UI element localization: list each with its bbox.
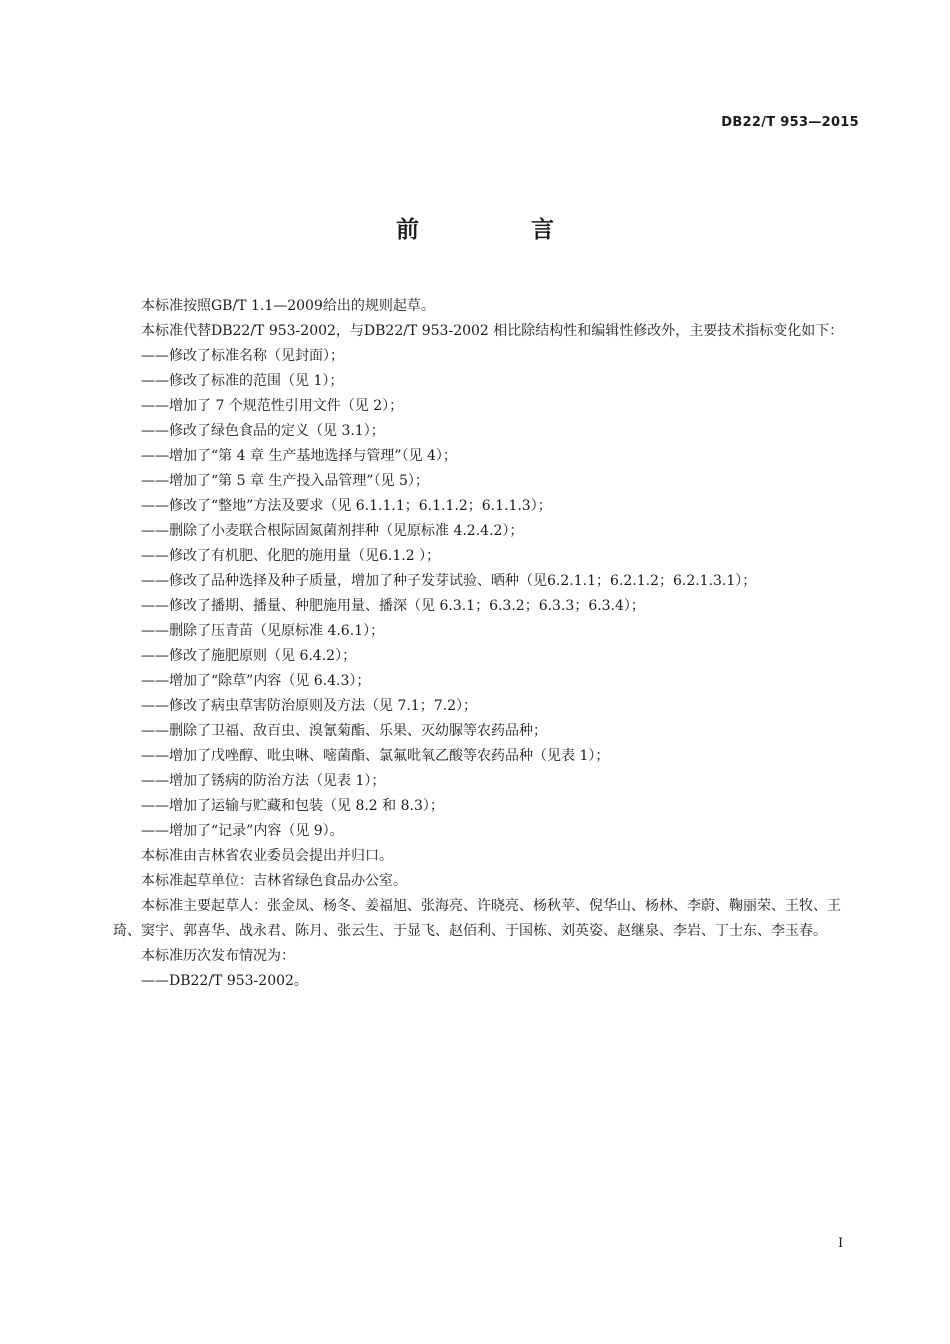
foreword-body [113,294,859,994]
list-item: ——增加了“记录”内容（见 9）。 [141,823,344,839]
history-list [113,969,859,994]
list-item: ——修改了品种选择及种子质量，增加了种子发芽试验、晒种（见6.2.1.1；6.2.1.2；6.2.1.3.1）； [141,573,757,589]
list-item: ——增加了运输与贮藏和包装（见 8.2 和 8.3）； [141,798,444,814]
intro-paragraph: 本标准按照GB/T 1.1—2009给出的规则起草。 [141,298,435,314]
list-item: ——增加了戊唑醇、吡虫啉、嘧菌酯、氯氟吡氧乙酸等农药品种（见表 1）； [141,748,610,764]
list-item: ——修改了标准名称（见封面）； [141,348,344,364]
page-title: 前 言 [395,217,606,243]
list-item: ——增加了“除草”内容（见 6.4.3）； [141,673,371,689]
list-item: ——修改了播期、播量、种肥施用量、播深（见 6.3.1；6.3.2；6.3.3；6.3.4）； [141,598,645,614]
intro-paragraph: 本标准代替DB22/T 953-2002，与DB22/T 953-2002 相比除结构性和编辑性修改外，主要技术指标变化如下： [141,323,844,339]
list-item: ——修改了施肥原则（见 6.4.2）； [141,648,357,664]
list-item: ——修改了标准的范围（见 1）； [141,373,344,389]
list-item: ——增加了“第 4 章 生产基地选择与管理”（见 4）； [141,448,457,464]
page-number: I [838,1236,844,1251]
list-item: ——修改了病虫草害防治原则及方法（见 7.1；7.2）； [141,698,477,714]
list-item: ——修改了“整地”方法及要求（见 6.1.1.1；6.1.1.2；6.1.1.3）； [141,498,552,514]
drafters-paragraph: 本标准主要起草人：张金凤、杨冬、姜福旭、张海亮、许晓亮、杨秋苹、倪华山、杨林、李蔚、鞠丽荣、王牧、王琦、窦宇、郭喜华、战永君、陈月、张云生、于显飞、赵佰利、于国栋、刘英姿、赵继泉、李岩、丁士东、李玉春。 [113,898,841,939]
list-item: ——删除了卫福、敌百虫、溴氰菊酯、乐果、灭幼脲等农药品种； [141,723,547,739]
list-item: ——增加了锈病的防治方法（见表 1）； [141,773,386,789]
document-code: DB22/T 953—2015 [721,115,859,130]
closing-paragraph: 本标准由吉林省农业委员会提出并归口。 [141,848,393,864]
list-item: ——修改了有机肥、化肥的施用量（见6.1.2 ）； [141,548,441,564]
closing-paragraph: 本标准起草单位：吉林省绿色食品办公室。 [141,873,407,889]
list-item: ——DB22/T 953-2002。 [141,973,308,989]
changes-list [113,344,859,844]
list-item: ——增加了 7 个规范性引用文件（见 2）； [141,398,404,414]
list-item: ——删除了压青苗（见原标准 4.6.1）； [141,623,385,639]
closing-paragraph: 本标准历次发布情况为： [141,948,295,964]
list-item: ——删除了小麦联合根际固氮菌剂拌种（见原标准 4.2.4.2）； [141,523,524,539]
list-item: ——增加了“第 5 章 生产投入品管理”（见 5）； [141,473,429,489]
list-item: ——修改了绿色食品的定义（见 3.1）； [141,423,385,439]
